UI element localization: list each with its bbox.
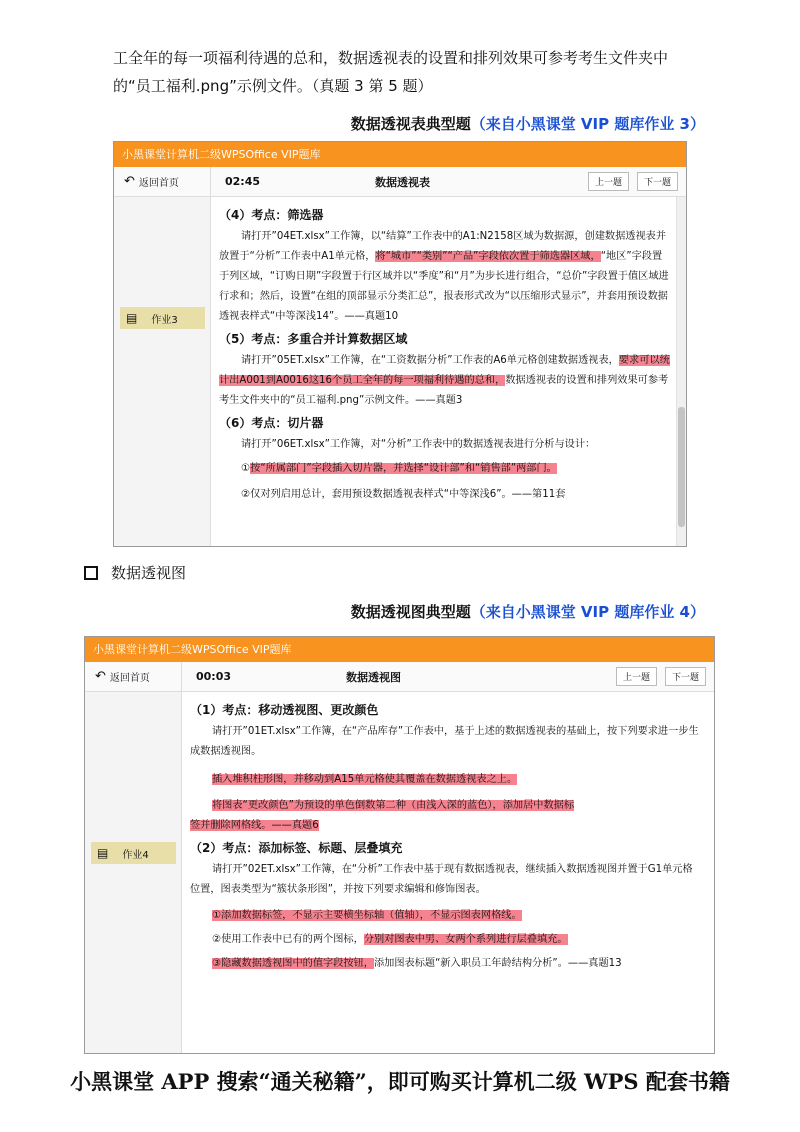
footer-advertisement: 小黑课堂 APP 搜索“通关秘籍”，即可购买计算机二级 WPS 配套书籍 <box>70 1069 730 1094</box>
back-home-label: 返回首页 <box>109 673 150 684</box>
highlight: ①添加数据标签，不显示主要横坐标轴（值轴），不显示图表网格线。 <box>212 910 522 921</box>
item-number: ① <box>241 463 251 474</box>
back-home-button[interactable] <box>114 167 211 197</box>
back-home-button[interactable] <box>85 662 182 692</box>
caption-source: （来自小黑课堂 VIP 题库作业 3） <box>470 115 705 133</box>
next-question-button[interactable]: 下一题 <box>637 172 678 191</box>
highlight: 按“所属部门”字段插入切片器，并选择“设计部”和“销售部”两部门。 <box>250 463 557 474</box>
sidebar-item-label: 作业4 <box>122 849 149 861</box>
module-title: 数据透视表 <box>375 175 430 189</box>
timer: 02:45 <box>225 175 261 188</box>
section-heading: （2）考点：添加标签、标题、层叠填充 <box>190 841 403 855</box>
list-item <box>212 770 700 790</box>
checkbox-icon <box>84 566 98 580</box>
list-item <box>241 459 672 479</box>
intro-line-1: 工全年的每一项福利待遇的总和，数据透视表的设置和排列效果可参考考生文件夹中 <box>113 49 669 67</box>
figure-caption-pivot-table <box>351 113 705 134</box>
highlight: 分别对图表中男、女两个系列进行层叠填充。 <box>363 934 568 945</box>
section-heading: （6）考点：切片器 <box>219 416 324 430</box>
list-item: ②仅对列启用总计，套用预设数据透视表样式“中等深浅6”。——第11套 <box>241 489 566 500</box>
scrollbar-thumb[interactable] <box>678 407 685 527</box>
section-heading: （1）考点：移动透视图、更改颜色 <box>190 703 379 717</box>
sidebar <box>114 197 211 546</box>
document-icon: ▤ <box>126 311 138 325</box>
paragraph <box>219 227 672 327</box>
highlight: ③隐藏数据透视图中的值字段按钮， <box>212 958 374 969</box>
text: ②使用工作表中已有的两个图标， <box>212 934 364 945</box>
caption-source: （来自小黑课堂 VIP 题库作业 4） <box>470 603 705 621</box>
list-item <box>212 906 700 926</box>
prev-question-button[interactable]: 上一题 <box>588 172 629 191</box>
highlight: 将图表“更改颜色”为预设的单色倒数第二种（由浅入深的蓝色），添加居中数据标 <box>212 800 575 811</box>
scrollbar[interactable] <box>676 197 686 546</box>
caption-main: 数据透视图典型题 <box>350 603 471 621</box>
app-toolbar <box>114 167 686 197</box>
list-item <box>212 930 700 950</box>
paragraph: 请打开”01ET.xlsx”工作簿，在“产品库存”工作表中，基于上述的数据透视表的基础上，按下列要求进一步生成数据透视图。 <box>190 726 699 757</box>
list-item <box>212 796 700 816</box>
next-question-button[interactable]: 下一题 <box>665 667 706 686</box>
section-bullet <box>84 562 186 583</box>
intro-paragraph <box>113 44 733 100</box>
caption-main: 数据透视表典型题 <box>350 115 471 133</box>
module-title: 数据透视图 <box>346 670 401 684</box>
app-screenshot-pivot-chart <box>84 636 715 1054</box>
app-titlebar: 小黑课堂计算机二级WPSOffice VIP题库 <box>85 637 714 662</box>
timer: 00:03 <box>196 670 232 683</box>
question-content <box>182 692 714 1053</box>
question-content <box>211 197 686 546</box>
highlight: 将“城市”“类别”“产品”字段依次置于筛选器区域， <box>375 251 601 262</box>
paragraph <box>219 351 672 411</box>
text: 添加图表标题“新入职员工年龄结构分析”。——真题13 <box>373 958 622 969</box>
list-item <box>190 954 700 974</box>
text: 请打开”04ET.xlsx”工作簿，以“结算”工作表中的A1:N2158区域为数据源，创建数据透视表并放置于“分析”工作表中A1单元格， <box>219 231 667 262</box>
highlight: 插入堆积柱形图，并移动到A15单元格使其覆盖在数据透视表之上。 <box>212 774 518 785</box>
back-arrow-icon: ↶ <box>95 669 106 684</box>
document-icon: ▤ <box>97 846 109 860</box>
sidebar <box>85 692 182 1053</box>
text: “地区”字段置于列区域，“订购日期”字段置于行区域并以“季度”和“月”为步长进行组合，“总价”字段置于值区域进行求和；然后，设置“在组的顶部显示分类汇总”，报表形式改为“以压缩形式显示”，并套用预设数据透视表样式“中等深浅14”。——真题10 <box>219 251 669 322</box>
back-home-label: 返回首页 <box>138 178 179 189</box>
section-heading: （5）考点：多重合并计算数据区域 <box>219 332 408 346</box>
figure-caption-pivot-chart <box>351 601 705 622</box>
intro-line-2: 的“员工福利.png”示例文件。（真题 3 第 5 题） <box>113 77 433 95</box>
app-titlebar: 小黑课堂计算机二级WPSOffice VIP题库 <box>114 142 686 167</box>
paragraph: 请打开”06ET.xlsx”工作簿，对“分析”工作表中的数据透视表进行分析与设计： <box>241 439 596 450</box>
text: 数据透视表的设置和排列效果可参考考生文件夹中的“员工福利.png”示例文件。——真题3 <box>219 375 669 406</box>
paragraph: 请打开”02ET.xlsx”工作簿，在“分析”工作表中基于现有数据透视表，继续插入数据透视图并置于G1单元格位置，图表类型为“簇状条形图”，并按下列要求编辑和修饰图表。 <box>190 864 693 895</box>
back-arrow-icon: ↶ <box>124 174 135 189</box>
sidebar-item-label: 作业3 <box>151 314 178 326</box>
section-heading: （4）考点：筛选器 <box>219 208 324 222</box>
text: 请打开”05ET.xlsx”工作簿，在“工资数据分析”工作表的A6单元格创建数据透视表， <box>241 355 619 366</box>
app-screenshot-pivot-table <box>113 141 687 547</box>
sidebar-item-homework-4[interactable] <box>91 842 176 864</box>
highlight: 要求可以统计出A001到A0016这16个员工全年的每一项福利待遇的总和， <box>219 355 670 386</box>
list-item <box>190 816 700 836</box>
bullet-label: 数据透视图 <box>111 564 187 582</box>
highlight: 签并删除网格线。——真题6 <box>190 820 319 831</box>
app-toolbar <box>85 662 714 692</box>
sidebar-item-homework-3[interactable] <box>120 307 205 329</box>
prev-question-button[interactable]: 上一题 <box>616 667 657 686</box>
